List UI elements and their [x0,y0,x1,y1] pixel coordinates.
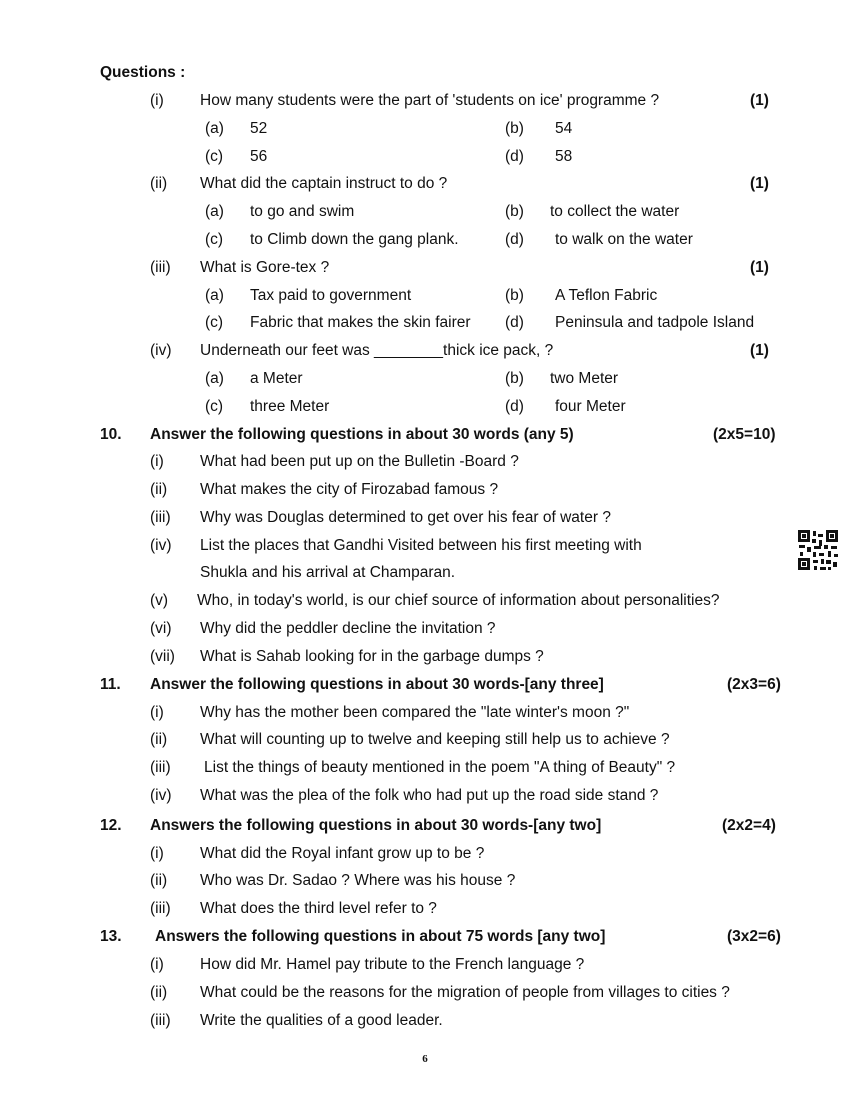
mcq-marks: (1) [750,92,769,109]
section-title: Answer the following questions in about 30 words (any 5) [150,426,574,443]
mcq-marks: (1) [750,342,769,359]
question-number: (iii) [150,1012,171,1029]
question-text: What was the plea of the folk who had put up the road side stand ? [200,787,659,804]
question-number: (iv) [150,787,172,804]
option-label: (c) [205,314,224,331]
mcq-question: How many students were the part of 'students on ice' programme ? [200,92,660,109]
option-label: (a) [205,287,224,304]
question-text: What could be the reasons for the migration of people from villages to cities ? [200,984,730,1001]
question-number: (iii) [150,759,171,776]
question-number: (vi) [150,620,172,637]
section-marks: (2x2=4) [722,817,776,834]
option-label: (a) [205,120,224,137]
option-text: Tax paid to government [250,287,412,304]
option-text: a Meter [250,370,303,387]
mcq-marks: (1) [750,259,769,276]
option-text: three Meter [250,398,330,415]
option-label: (b) [505,120,524,137]
option-text: Peninsula and tadpole Island [555,314,755,331]
question-number: (ii) [150,872,168,889]
question-number: (i) [150,704,164,721]
question-number: (i) [150,956,164,973]
option-text: A Teflon Fabric [555,287,658,304]
section-title: Answers the following questions in about 75 words [any two] [155,928,606,945]
question-number: (iv) [150,537,172,554]
mcq-number: (iii) [150,259,171,276]
question-text: Who, in today's world, is our chief source of information about personalities? [197,592,720,609]
mcq-number: (ii) [150,175,168,192]
question-number: (v) [150,592,169,609]
question-text: List the places that Gandhi Visited between his first meeting with [200,537,642,554]
section-marks: (3x2=6) [727,928,781,945]
section-number: 13. [100,928,122,945]
question-number: (ii) [150,984,168,1001]
question-text: What did the Royal infant grow up to be ? [200,845,485,862]
section-title: Answer the following questions in about 30 words-[any three] [150,676,604,693]
option-text: 56 [250,148,268,165]
question-text: What had been put up on the Bulletin -Board ? [200,453,519,470]
section-number: 10. [100,426,122,443]
question-number: (ii) [150,481,168,498]
option-text: four Meter [555,398,626,415]
questions-heading: Questions : [100,64,186,81]
mcq-question: What is Gore-tex ? [200,259,330,276]
section-title: Answers the following questions in about 30 words-[any two] [150,817,602,834]
page-number: 6 [422,1053,428,1065]
option-text: to Climb down the gang plank. [250,231,459,248]
question-text: Why has the mother been compared the "late winter's moon ?" [200,704,630,721]
question-number: (iii) [150,900,171,917]
option-label: (c) [205,231,224,248]
qr-code-icon [798,530,838,570]
question-text: What makes the city of Firozabad famous ? [200,481,499,498]
option-text: two Meter [550,370,619,387]
option-label: (a) [205,370,224,387]
option-label: (d) [505,148,524,165]
option-label: (b) [505,287,524,304]
question-text: Why did the peddler decline the invitation ? [200,620,496,637]
question-text: Why was Douglas determined to get over his fear of water ? [200,509,611,526]
option-text: to collect the water [550,203,680,220]
question-text: What is Sahab looking for in the garbage dumps ? [200,648,544,665]
question-text: How did Mr. Hamel pay tribute to the French language ? [200,956,585,973]
question-text: What does the third level refer to ? [200,900,437,917]
question-number: (ii) [150,731,168,748]
section-number: 12. [100,817,122,834]
question-number: (vii) [150,648,175,665]
question-text: Write the qualities of a good leader. [200,1012,443,1029]
section-marks: (2x5=10) [713,426,776,443]
option-label: (d) [505,314,524,331]
option-label: (b) [505,203,524,220]
section-marks: (2x3=6) [727,676,781,693]
question-number: (iii) [150,509,171,526]
section-number: 11. [100,676,121,693]
option-text: 54 [555,120,573,137]
option-label: (a) [205,203,224,220]
option-text: 58 [555,148,573,165]
mcq-marks: (1) [750,175,769,192]
question-number: (i) [150,453,164,470]
question-text-continued: Shukla and his arrival at Champaran. [200,564,456,581]
option-label: (c) [205,398,224,415]
option-text: Fabric that makes the skin fairer [250,314,471,331]
option-label: (d) [505,231,524,248]
option-text: 52 [250,120,268,137]
mcq-question: Underneath our feet was ________thick ice pack, ? [200,342,554,359]
option-text: to walk on the water [555,231,693,248]
option-label: (b) [505,370,524,387]
question-text: What will counting up to twelve and keeping still help us to achieve ? [200,731,670,748]
question-number: (i) [150,845,164,862]
question-text: List the things of beauty mentioned in the poem "A thing of Beauty" ? [204,759,676,776]
question-text: Who was Dr. Sadao ? Where was his house ? [200,872,516,889]
mcq-question: What did the captain instruct to do ? [200,175,448,192]
mcq-number: (iv) [150,342,172,359]
option-text: to go and swim [250,203,355,220]
option-label: (d) [505,398,524,415]
mcq-number: (i) [150,92,164,109]
option-label: (c) [205,148,224,165]
